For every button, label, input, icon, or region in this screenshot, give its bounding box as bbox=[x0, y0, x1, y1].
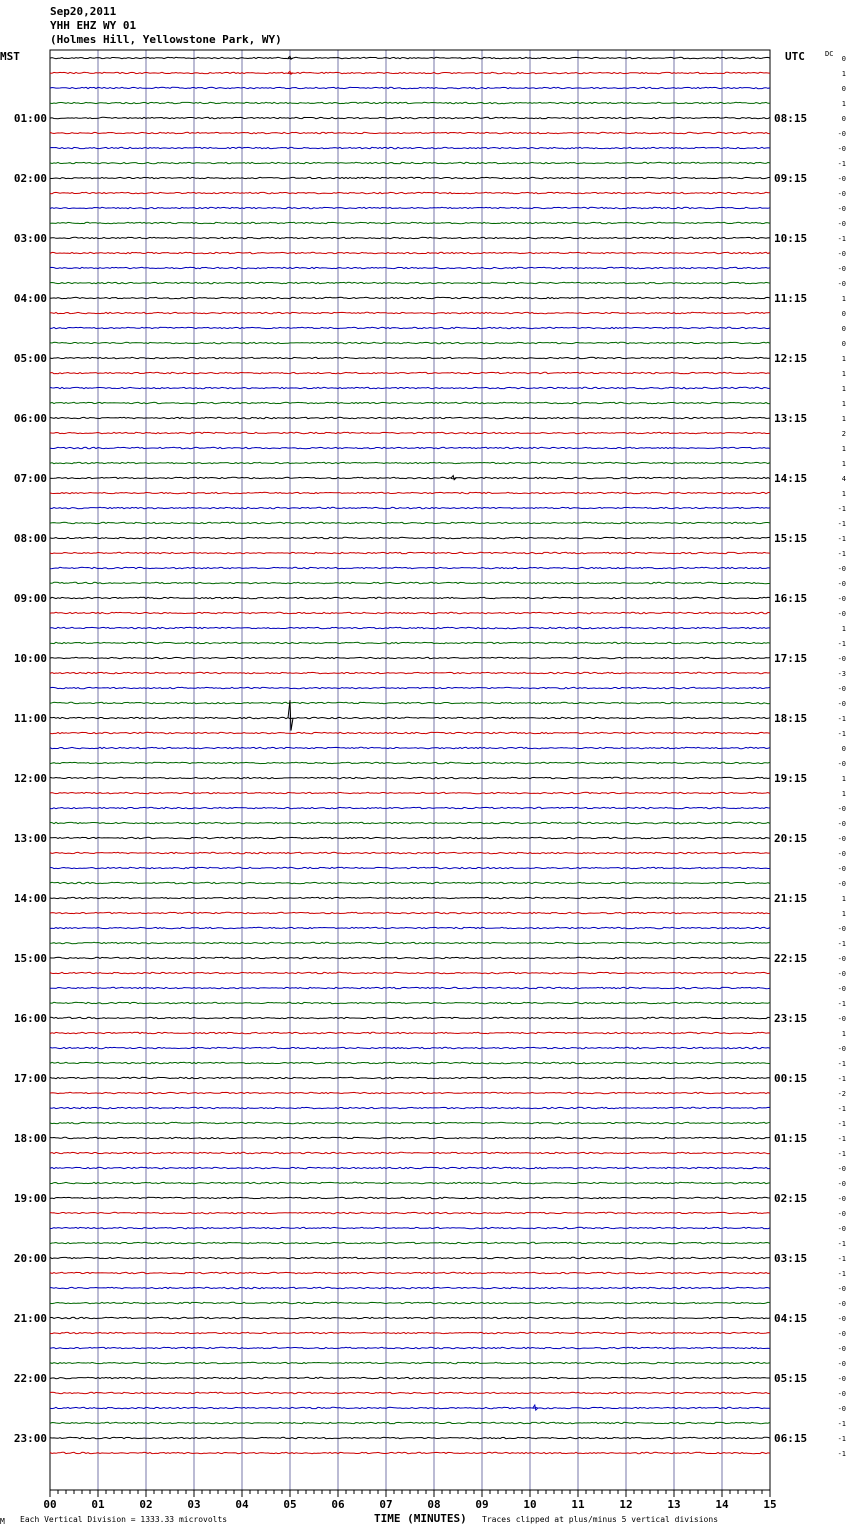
seismic-trace bbox=[50, 912, 770, 913]
dc-offset-value: -1 bbox=[837, 1000, 846, 1008]
seismic-trace bbox=[50, 1317, 770, 1318]
seismic-trace bbox=[50, 882, 770, 883]
dc-offset-value: -1 bbox=[837, 505, 846, 513]
dc-offset-value: -0 bbox=[837, 1375, 846, 1383]
seismic-trace bbox=[50, 777, 770, 778]
dc-offset-value: -0 bbox=[837, 1360, 846, 1368]
x-tick-label: 13 bbox=[667, 1498, 681, 1511]
left-hour-label: 17:00 bbox=[13, 1072, 47, 1085]
dc-offset-value: -0 bbox=[837, 1045, 846, 1053]
dc-offset-value: -1 bbox=[837, 520, 846, 528]
dc-offset-value: -0 bbox=[837, 280, 846, 288]
dc-offset-value: -0 bbox=[837, 850, 846, 858]
seismic-trace bbox=[50, 237, 770, 238]
dc-offset-value: -1 bbox=[837, 1435, 846, 1443]
left-hour-label: 04:00 bbox=[13, 292, 47, 305]
dc-offset-value: -1 bbox=[837, 1150, 846, 1158]
seismic-trace bbox=[50, 357, 770, 358]
dc-offset-value: -0 bbox=[837, 1165, 846, 1173]
dc-offset-value: -0 bbox=[837, 1390, 846, 1398]
seismic-trace bbox=[50, 1272, 770, 1273]
seismic-trace bbox=[50, 927, 770, 928]
dc-offset-value: -1 bbox=[837, 550, 846, 558]
dc-offset-value: 0 bbox=[841, 325, 846, 333]
seismic-trace bbox=[50, 1392, 770, 1393]
seismic-trace bbox=[50, 1032, 770, 1033]
seismic-trace bbox=[50, 1137, 770, 1138]
dc-offset-value: -1 bbox=[837, 1105, 846, 1113]
seismic-trace bbox=[50, 852, 770, 853]
left-timezone-label: MST bbox=[0, 50, 20, 63]
dc-offset-value: -0 bbox=[837, 250, 846, 258]
dc-offset-value: 1 bbox=[841, 790, 846, 798]
right-hour-label: 05:15 bbox=[774, 1372, 808, 1385]
left-hour-label: 12:00 bbox=[13, 772, 47, 785]
seismic-trace bbox=[50, 1437, 770, 1438]
dc-offset-value: -0 bbox=[837, 130, 846, 138]
dc-offset-value: -0 bbox=[837, 865, 846, 873]
seismic-trace bbox=[50, 267, 770, 268]
station-id: YHH EHZ WY 01 bbox=[50, 19, 137, 32]
seismic-trace bbox=[50, 987, 770, 988]
clip-note: Traces clipped at plus/minus 5 vertical divisions bbox=[482, 1515, 719, 1524]
x-tick-label: 15 bbox=[763, 1498, 777, 1511]
seismic-trace bbox=[50, 597, 770, 598]
corner-mark: M bbox=[0, 1517, 5, 1526]
dc-offset-value: -1 bbox=[837, 535, 846, 543]
x-axis-title: TIME (MINUTES) bbox=[374, 1512, 467, 1525]
seismic-trace bbox=[50, 417, 770, 418]
x-tick-label: 12 bbox=[619, 1498, 633, 1511]
dc-offset-value: -0 bbox=[837, 685, 846, 693]
seismic-trace bbox=[50, 462, 770, 463]
seismic-trace bbox=[50, 1167, 770, 1168]
seismic-trace bbox=[50, 762, 770, 763]
dc-offset-value: 1 bbox=[841, 370, 846, 378]
seismic-event bbox=[288, 700, 293, 731]
right-hour-label: 03:15 bbox=[774, 1252, 808, 1265]
left-hour-label: 05:00 bbox=[13, 352, 47, 365]
dc-offset-value: -0 bbox=[837, 1345, 846, 1353]
seismic-trace bbox=[50, 582, 770, 583]
left-hour-label: 09:00 bbox=[13, 592, 47, 605]
dc-offset-value: -0 bbox=[837, 835, 846, 843]
dc-offset-value: -1 bbox=[837, 730, 846, 738]
right-hour-label: 16:15 bbox=[774, 592, 808, 605]
right-hour-label: 00:15 bbox=[774, 1072, 808, 1085]
left-hour-label: 06:00 bbox=[13, 412, 47, 425]
dc-offset-value: -0 bbox=[837, 700, 846, 708]
left-hour-label: 14:00 bbox=[13, 892, 47, 905]
seismic-trace bbox=[50, 1302, 770, 1303]
seismic-trace bbox=[50, 792, 770, 793]
seismic-trace bbox=[50, 822, 770, 823]
seismic-trace bbox=[50, 282, 770, 283]
seismic-trace bbox=[50, 1242, 770, 1243]
dc-offset-value: -0 bbox=[837, 220, 846, 228]
x-tick-label: 08 bbox=[427, 1498, 441, 1511]
seismic-trace bbox=[50, 1452, 770, 1453]
seismic-trace bbox=[50, 702, 770, 703]
dc-offset-value: 0 bbox=[841, 310, 846, 318]
dc-offset-value: 1 bbox=[841, 445, 846, 453]
dc-offset-value: 1 bbox=[841, 70, 846, 78]
dc-offset-value: -0 bbox=[837, 1315, 846, 1323]
dc-offset-value: -0 bbox=[837, 1210, 846, 1218]
right-hour-label: 10:15 bbox=[774, 232, 808, 245]
left-hour-label: 01:00 bbox=[13, 112, 47, 125]
x-tick-label: 04 bbox=[235, 1498, 249, 1511]
seismic-trace bbox=[50, 837, 770, 838]
plot-date: Sep20,2011 bbox=[50, 5, 117, 18]
left-hour-label: 02:00 bbox=[13, 172, 47, 185]
x-tick-label: 01 bbox=[91, 1498, 105, 1511]
dc-offset-value: -0 bbox=[837, 565, 846, 573]
dc-offset-value: 1 bbox=[841, 490, 846, 498]
left-hour-label: 18:00 bbox=[13, 1132, 47, 1145]
right-hour-label: 04:15 bbox=[774, 1312, 808, 1325]
seismic-trace bbox=[50, 1377, 770, 1378]
dc-offset-value: 1 bbox=[841, 415, 846, 423]
dc-offset-value: -0 bbox=[837, 145, 846, 153]
x-tick-label: 10 bbox=[523, 1498, 537, 1511]
seismic-trace bbox=[50, 657, 770, 658]
dc-offset-value: -0 bbox=[837, 1225, 846, 1233]
dc-offset-value: -0 bbox=[837, 1195, 846, 1203]
seismic-trace bbox=[50, 102, 770, 103]
seismic-trace bbox=[50, 312, 770, 313]
x-tick-label: 14 bbox=[715, 1498, 729, 1511]
left-hour-label: 08:00 bbox=[13, 532, 47, 545]
left-hour-label: 23:00 bbox=[13, 1432, 47, 1445]
seismic-trace bbox=[50, 327, 770, 328]
left-hour-label: 07:00 bbox=[13, 472, 47, 485]
dc-offset-value: -1 bbox=[837, 1270, 846, 1278]
right-hour-label: 19:15 bbox=[774, 772, 808, 785]
seismic-trace bbox=[50, 1332, 770, 1333]
seismic-trace bbox=[50, 1287, 770, 1288]
seismic-trace bbox=[50, 687, 770, 688]
right-hour-label: 06:15 bbox=[774, 1432, 808, 1445]
seismic-trace bbox=[50, 192, 770, 193]
right-hour-label: 18:15 bbox=[774, 712, 808, 725]
dc-offset-value: -1 bbox=[837, 1420, 846, 1428]
right-hour-label: 20:15 bbox=[774, 832, 808, 845]
dc-offset-value: -0 bbox=[837, 1300, 846, 1308]
seismic-trace bbox=[50, 747, 770, 748]
seismic-trace bbox=[50, 672, 770, 673]
dc-offset-value: 0 bbox=[841, 745, 846, 753]
dc-offset-value: 0 bbox=[841, 340, 846, 348]
dc-offset-value: -0 bbox=[837, 655, 846, 663]
seismic-trace bbox=[50, 177, 770, 178]
dc-offset-value: -0 bbox=[837, 820, 846, 828]
seismic-trace bbox=[50, 1347, 770, 1348]
dc-offset-value: -1 bbox=[837, 1255, 846, 1263]
dc-offset-value: 4 bbox=[841, 475, 846, 483]
seismic-trace bbox=[50, 957, 770, 958]
seismic-trace bbox=[50, 627, 770, 628]
seismic-trace bbox=[50, 972, 770, 973]
seismic-trace bbox=[50, 537, 770, 538]
left-hour-label: 11:00 bbox=[13, 712, 47, 725]
seismic-trace bbox=[50, 57, 770, 58]
dc-offset-value: 1 bbox=[841, 400, 846, 408]
dc-offset-value: -0 bbox=[837, 1180, 846, 1188]
left-hour-label: 15:00 bbox=[13, 952, 47, 965]
left-hour-label: 19:00 bbox=[13, 1192, 47, 1205]
seismic-trace bbox=[50, 1212, 770, 1213]
seismic-trace bbox=[50, 1002, 770, 1003]
dc-offset-value: 1 bbox=[841, 910, 846, 918]
dc-offset-value: -0 bbox=[837, 1015, 846, 1023]
dc-offset-value: -0 bbox=[837, 880, 846, 888]
right-hour-label: 22:15 bbox=[774, 952, 808, 965]
seismic-trace bbox=[50, 612, 770, 613]
x-tick-label: 00 bbox=[43, 1498, 57, 1511]
seismic-trace bbox=[50, 1047, 770, 1048]
seismic-trace bbox=[50, 552, 770, 553]
dc-offset-value: -0 bbox=[837, 1285, 846, 1293]
seismic-trace bbox=[50, 807, 770, 808]
seismic-trace bbox=[50, 567, 770, 568]
left-hour-label: 16:00 bbox=[13, 1012, 47, 1025]
dc-offset-header: DC bbox=[825, 50, 834, 58]
seismic-trace bbox=[50, 372, 770, 373]
dc-offset-value: -1 bbox=[837, 640, 846, 648]
left-hour-label: 22:00 bbox=[13, 1372, 47, 1385]
seismic-trace bbox=[50, 1257, 770, 1258]
seismic-trace bbox=[50, 222, 770, 223]
seismic-trace bbox=[50, 1107, 770, 1108]
left-hour-label: 13:00 bbox=[13, 832, 47, 845]
dc-offset-value: -1 bbox=[837, 1120, 846, 1128]
left-hour-label: 10:00 bbox=[13, 652, 47, 665]
dc-offset-value: -1 bbox=[837, 1060, 846, 1068]
x-tick-label: 06 bbox=[331, 1498, 345, 1511]
dc-offset-value: -3 bbox=[837, 670, 846, 678]
seismic-trace bbox=[50, 867, 770, 868]
dc-offset-value: -0 bbox=[837, 985, 846, 993]
x-tick-label: 05 bbox=[283, 1498, 297, 1511]
seismic-trace bbox=[50, 132, 770, 133]
dc-offset-value: -0 bbox=[837, 760, 846, 768]
x-tick-label: 07 bbox=[379, 1498, 393, 1511]
dc-offset-value: -0 bbox=[837, 610, 846, 618]
seismic-trace bbox=[50, 207, 770, 208]
right-hour-label: 01:15 bbox=[774, 1132, 808, 1145]
seismic-trace bbox=[50, 87, 770, 88]
seismic-trace bbox=[50, 447, 770, 448]
dc-offset-value: -0 bbox=[837, 190, 846, 198]
right-hour-label: 17:15 bbox=[774, 652, 808, 665]
seismic-trace bbox=[50, 342, 770, 343]
seismic-trace bbox=[50, 1227, 770, 1228]
seismic-trace bbox=[50, 717, 770, 718]
right-hour-label: 21:15 bbox=[774, 892, 808, 905]
dc-offset-value: -0 bbox=[837, 925, 846, 933]
dc-offset-value: 1 bbox=[841, 460, 846, 468]
seismic-trace bbox=[50, 1152, 770, 1153]
seismic-trace bbox=[50, 1092, 770, 1093]
right-hour-label: 11:15 bbox=[774, 292, 808, 305]
dc-offset-value: 0 bbox=[841, 85, 846, 93]
dc-offset-value: 1 bbox=[841, 355, 846, 363]
dc-offset-value: 1 bbox=[841, 295, 846, 303]
left-hour-label: 21:00 bbox=[13, 1312, 47, 1325]
right-hour-label: 09:15 bbox=[774, 172, 808, 185]
dc-offset-value: 0 bbox=[841, 115, 846, 123]
dc-offset-value: -0 bbox=[837, 265, 846, 273]
seismic-trace bbox=[50, 1407, 770, 1408]
dc-offset-value: -1 bbox=[837, 715, 846, 723]
dc-offset-value: 2 bbox=[841, 430, 846, 438]
dc-offset-value: -1 bbox=[837, 1240, 846, 1248]
dc-offset-value: 1 bbox=[841, 895, 846, 903]
dc-offset-value: -1 bbox=[837, 235, 846, 243]
left-hour-label: 03:00 bbox=[13, 232, 47, 245]
seismic-trace bbox=[50, 492, 770, 493]
seismic-trace bbox=[50, 117, 770, 118]
seismic-trace bbox=[50, 147, 770, 148]
seismic-trace bbox=[50, 1182, 770, 1183]
dc-offset-value: 1 bbox=[841, 1030, 846, 1038]
dc-offset-value: -0 bbox=[837, 805, 846, 813]
seismic-trace bbox=[50, 162, 770, 163]
right-hour-label: 15:15 bbox=[774, 532, 808, 545]
dc-offset-value: -1 bbox=[837, 160, 846, 168]
seismic-trace bbox=[50, 297, 770, 298]
seismic-trace bbox=[50, 1077, 770, 1078]
scale-note: Each Vertical Division = 1333.33 microvolts bbox=[20, 1515, 228, 1524]
dc-offset-value: -0 bbox=[837, 1330, 846, 1338]
seismic-trace bbox=[50, 942, 770, 943]
dc-offset-value: -0 bbox=[837, 580, 846, 588]
right-hour-label: 08:15 bbox=[774, 112, 808, 125]
seismic-trace bbox=[50, 72, 770, 73]
seismic-trace bbox=[50, 477, 770, 478]
dc-offset-value: -0 bbox=[837, 205, 846, 213]
x-tick-label: 11 bbox=[571, 1498, 585, 1511]
seismic-trace bbox=[50, 402, 770, 403]
dc-offset-value: 1 bbox=[841, 625, 846, 633]
seismic-trace bbox=[50, 897, 770, 898]
seismic-trace bbox=[50, 1062, 770, 1063]
station-location: (Holmes Hill, Yellowstone Park, WY) bbox=[50, 33, 282, 46]
dc-offset-value: -1 bbox=[837, 940, 846, 948]
dc-offset-value: -0 bbox=[837, 970, 846, 978]
seismic-trace bbox=[50, 507, 770, 508]
left-hour-label: 20:00 bbox=[13, 1252, 47, 1265]
right-hour-label: 14:15 bbox=[774, 472, 808, 485]
dc-offset-value: 1 bbox=[841, 385, 846, 393]
seismic-trace bbox=[50, 1197, 770, 1198]
seismic-trace bbox=[50, 732, 770, 733]
dc-offset-value: -0 bbox=[837, 595, 846, 603]
dc-offset-value: 0 bbox=[841, 55, 846, 63]
dc-offset-value: -1 bbox=[837, 1450, 846, 1458]
right-hour-label: 13:15 bbox=[774, 412, 808, 425]
seismic-trace bbox=[50, 642, 770, 643]
seismic-trace bbox=[50, 1422, 770, 1423]
seismic-trace bbox=[50, 1362, 770, 1363]
dc-offset-value: 1 bbox=[841, 775, 846, 783]
seismic-trace bbox=[50, 252, 770, 253]
seismic-trace bbox=[50, 1122, 770, 1123]
x-tick-label: 02 bbox=[139, 1498, 153, 1511]
dc-offset-value: -1 bbox=[837, 1135, 846, 1143]
seismic-trace bbox=[50, 387, 770, 388]
right-hour-label: 23:15 bbox=[774, 1012, 808, 1025]
dc-offset-value: 1 bbox=[841, 100, 846, 108]
seismic-trace bbox=[50, 1017, 770, 1018]
seismic-trace bbox=[50, 432, 770, 433]
right-hour-label: 12:15 bbox=[774, 352, 808, 365]
x-tick-label: 03 bbox=[187, 1498, 201, 1511]
dc-offset-value: -0 bbox=[837, 175, 846, 183]
dc-offset-value: -1 bbox=[837, 1075, 846, 1083]
dc-offset-value: -0 bbox=[837, 1405, 846, 1413]
seismic-trace bbox=[50, 522, 770, 523]
right-timezone-label: UTC bbox=[785, 50, 805, 63]
dc-offset-value: -0 bbox=[837, 955, 846, 963]
x-tick-label: 09 bbox=[475, 1498, 489, 1511]
dc-offset-value: -2 bbox=[837, 1090, 846, 1098]
right-hour-label: 02:15 bbox=[774, 1192, 808, 1205]
